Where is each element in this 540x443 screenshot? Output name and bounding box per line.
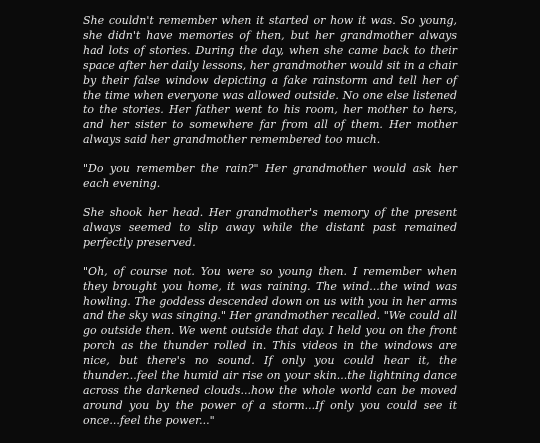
story-paragraph-1: She couldn't remember when it started or how it was. So young, she didn't have memories of then, but her grandmother always had lots of stories. During the day, when she came back to their space after her daily lessons, her grandmother would sit in a chair by their false window depicting a fake rainstorm and tell her of the time when everyone was allowed outside. No one else listened to the stories. Her father went to his room, her mother to hers, and her sister to somewhere far from all of them. Her mother always said her grandmother remembered too much. (83, 14, 457, 147)
story-text (83, 14, 457, 443)
story-paragraph-3: She shook her head. Her grandmother's memory of the present always seemed to slip away while the distant past remained perfectly preserved. (83, 205, 457, 249)
story-paragraph-4: "Oh, of course not. You were so young then. I remember when they brought you home, it was raining. The wind...the wind was howling. The goddess descended down on us with you in her arms and the sky was singing." Her grandmother recalled. "We could all go outside then. We went outside that day. I held you on the front porch as the thunder rolled in. This videos in the windows are nice, but there's no sound. If only you could hear it, the thunder...feel the humid air rise on your skin...the lightning dance across the darkened clouds...how the whole world can be moved around you by the power of a storm...If only you could see it once...feel the power..." (83, 264, 457, 427)
story-paragraph-2: "Do you remember the rain?" Her grandmother would ask her each evening. (83, 162, 457, 191)
